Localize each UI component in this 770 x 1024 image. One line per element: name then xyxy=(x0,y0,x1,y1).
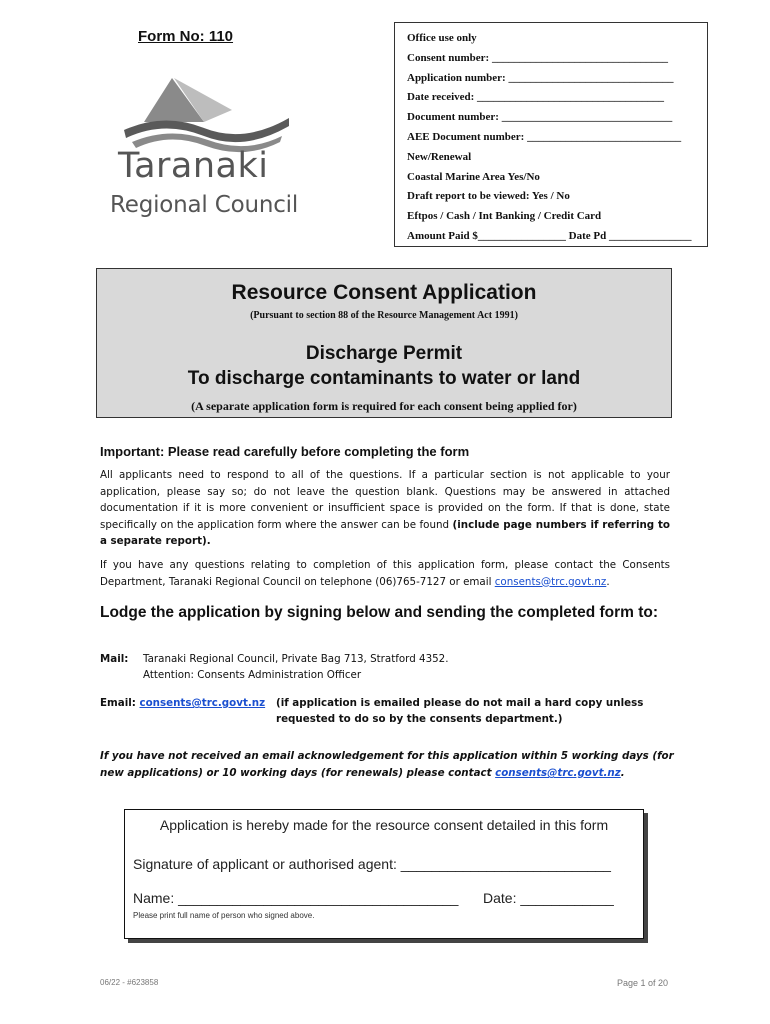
name-field[interactable]: Name: ____________________________________ xyxy=(133,890,459,906)
contact-end: . xyxy=(606,575,610,588)
office-row-aee-document-number: AEE Document number: ____________________________ xyxy=(407,130,682,143)
acknowledgement-note xyxy=(100,748,675,782)
email-note-line2: requested to do so by the consents department.) xyxy=(276,713,563,725)
page-number: Page 1 of 20 xyxy=(617,978,669,988)
instructions-paragraph xyxy=(100,467,670,550)
office-use-box xyxy=(394,22,708,247)
acknowledgement-end: . xyxy=(620,767,625,779)
date-field[interactable]: Date: ____________ xyxy=(483,890,614,906)
office-row-coastal-marine-area: Coastal Marine Area Yes/No xyxy=(407,170,540,183)
instructions-bold-note: (include page numbers if referring to a separate report). xyxy=(100,518,670,548)
title-box xyxy=(96,268,672,418)
lodge-heading: Lodge the application by signing below and sending the completed form to: xyxy=(100,604,659,621)
document-reference: 06/22 - #623858 xyxy=(100,978,159,987)
logo-subtitle: Regional Council xyxy=(110,192,299,218)
office-row-application-number: Application number: ______________________________ xyxy=(407,71,674,84)
instructions-text: All applicants need to respond to all of the questions. If a particular section is not applicable to your application, please say so; do not leave the question blank. Questions may be answered in attached documentation if it is more convenient or insufficient space is provided on the form. If that is done, state specifically on the application form where the answer can be found xyxy=(100,469,670,531)
office-row-payment-method: Eftpos / Cash / Int Banking / Credit Card xyxy=(407,210,602,223)
title-legal-reference: (Pursuant to section 88 of the Resource Management Act 1991) xyxy=(250,310,518,321)
signature-box-title: Application is hereby made for the resource consent detailed in this form xyxy=(159,817,609,833)
email-label: Email: xyxy=(100,697,136,709)
email-note-line1: (if application is emailed please do not mail a hard copy unless xyxy=(276,697,644,709)
page-title: Resource Consent Application xyxy=(231,281,537,304)
form-number: Form No: 110 xyxy=(138,28,234,45)
name-hint: Please print full name of person who signed above. xyxy=(133,911,315,920)
permit-purpose: To discharge contaminants to water or land xyxy=(187,368,581,389)
office-row-draft-report: Draft report to be viewed: Yes / No xyxy=(407,190,570,203)
office-row-new-renewal: New/Renewal xyxy=(407,150,472,163)
consents-email-link[interactable]: consents@trc.govt.nz xyxy=(494,575,607,588)
permit-type: Discharge Permit xyxy=(305,343,463,364)
mail-address-line2: Attention: Consents Administration Officer xyxy=(143,669,362,681)
acknowledgement-text: If you have not received an email acknowledgement for this application within 5 working days (for new applications) or 10 working days (for renewals) please contact xyxy=(100,750,674,779)
important-heading: Important: Please read carefully before completing the form xyxy=(100,444,470,459)
mail-label: Mail: xyxy=(100,653,129,665)
separate-application-note: (A separate application form is required for each consent being applied for) xyxy=(191,399,577,413)
lodge-email-link[interactable]: consents@trc.govt.nz xyxy=(139,697,266,709)
mail-address-line1: Taranaki Regional Council, Private Bag 713, Stratford 4352. xyxy=(143,653,449,665)
acknowledgement-email-link[interactable]: consents@trc.govt.nz xyxy=(495,767,621,779)
signature-field[interactable]: Signature of applicant or authorised agent: ___________________________ xyxy=(133,856,611,872)
email-label-row xyxy=(100,695,265,711)
office-use-heading: Office use only xyxy=(407,32,477,44)
office-row-document-number: Document number: _______________________________ xyxy=(407,111,673,124)
logo-name: Taranaki xyxy=(118,146,269,186)
contact-text: If you have any questions relating to completion of this application form, please contact the Consents Department, Taranaki Regional Council on telephone (06)765-7127 or email xyxy=(100,559,670,588)
office-row-date-received: Date received: __________________________________ xyxy=(407,91,665,104)
office-row-consent-number: Consent number: ________________________________ xyxy=(407,51,668,64)
signature-box xyxy=(124,809,644,939)
contact-paragraph xyxy=(100,557,670,590)
office-row-amount-paid: Amount Paid $________________ Date Pd _______________ xyxy=(407,229,692,242)
